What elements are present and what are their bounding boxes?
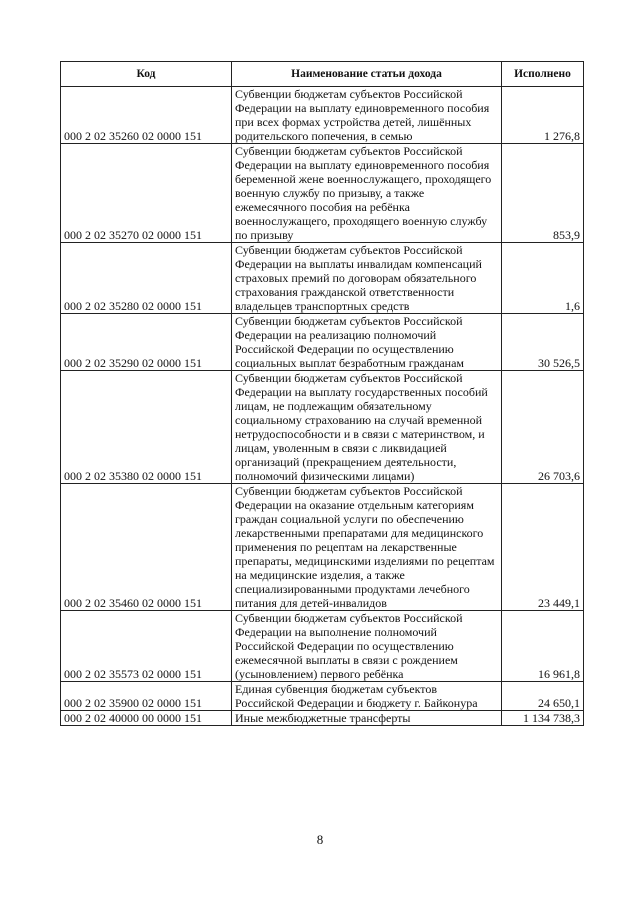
row-value: 23 449,1 [502, 484, 584, 611]
row-value: 26 703,6 [502, 371, 584, 484]
table-row [61, 484, 584, 611]
row-value: 1,6 [502, 243, 584, 314]
table-row [61, 87, 584, 144]
page-number: 8 [316, 832, 324, 847]
row-value: 16 961,8 [502, 611, 584, 682]
table-row [61, 371, 584, 484]
row-code: 000 2 02 35460 02 0000 151 [61, 484, 232, 611]
row-code: 000 2 02 35380 02 0000 151 [61, 371, 232, 484]
row-code: 000 2 02 40000 00 0000 151 [61, 711, 232, 726]
table-row [61, 314, 584, 371]
row-name: Субвенции бюджетам субъектов Российской Федерации на выплату единовременного пособия беременной жене военнослужащего, проходящего военную службу по призыву, а также ежемесячного пособия на ребёнка военнослужащего, проходящего военную службу по призыву [232, 144, 502, 243]
table-row [61, 243, 584, 314]
header-name: Наименование статьи дохода [232, 62, 502, 87]
header-code: Код [61, 62, 232, 87]
row-value: 24 650,1 [502, 682, 584, 711]
row-code: 000 2 02 35280 02 0000 151 [61, 243, 232, 314]
row-code: 000 2 02 35270 02 0000 151 [61, 144, 232, 243]
row-value: 1 134 738,3 [502, 711, 584, 726]
row-name: Субвенции бюджетам субъектов Российской Федерации на выполнение полномочий Российской Федерации по осуществлению ежемесячной выплаты в связи с рождением (усыновлением) первого ребёнка [232, 611, 502, 682]
row-name: Субвенции бюджетам субъектов Российской Федерации на выплату единовременного пособия при всех формах устройства детей, лишённых родительского попечения, в семью [232, 87, 502, 144]
table-row [61, 611, 584, 682]
table-row [61, 711, 584, 726]
header-value: Исполнено [502, 62, 584, 87]
row-value: 30 526,5 [502, 314, 584, 371]
table-row [61, 682, 584, 711]
budget-income-table [60, 61, 584, 726]
table-row [61, 144, 584, 243]
table-header-row [61, 62, 584, 87]
row-name: Субвенции бюджетам субъектов Российской Федерации на выплаты инвалидам компенсаций страховых премий по договорам обязательного страхования гражданской ответственности владельцев транспортных средств [232, 243, 502, 314]
row-name: Иные межбюджетные трансферты [232, 711, 502, 726]
row-name: Единая субвенция бюджетам субъектов Российской Федерации и бюджету г. Байконура [232, 682, 502, 711]
row-name: Субвенции бюджетам субъектов Российской Федерации на оказание отдельным категориям граждан социальной услуги по обеспечению лекарственными препаратами для медицинского применения по рецептам на лекарственные препараты, медицинскими изделиями по рецептам на медицинские изделия, а также специализированными продуктами лечебного питания для детей-инвалидов [232, 484, 502, 611]
row-code: 000 2 02 35260 02 0000 151 [61, 87, 232, 144]
row-code: 000 2 02 35900 02 0000 151 [61, 682, 232, 711]
row-name: Субвенции бюджетам субъектов Российской Федерации на выплату государственных пособий лицам, не подлежащим обязательному социальному страхованию на случай временной нетрудоспособности и в связи с материнством, и лицам, уволенным в связи с ликвидацией организаций (прекращением деятельности, полномочий физическими лицами) [232, 371, 502, 484]
row-code: 000 2 02 35290 02 0000 151 [61, 314, 232, 371]
row-value: 853,9 [502, 144, 584, 243]
row-value: 1 276,8 [502, 87, 584, 144]
row-name: Субвенции бюджетам субъектов Российской Федерации на реализацию полномочий Российской Федерации по осуществлению социальных выплат безработным гражданам [232, 314, 502, 371]
row-code: 000 2 02 35573 02 0000 151 [61, 611, 232, 682]
